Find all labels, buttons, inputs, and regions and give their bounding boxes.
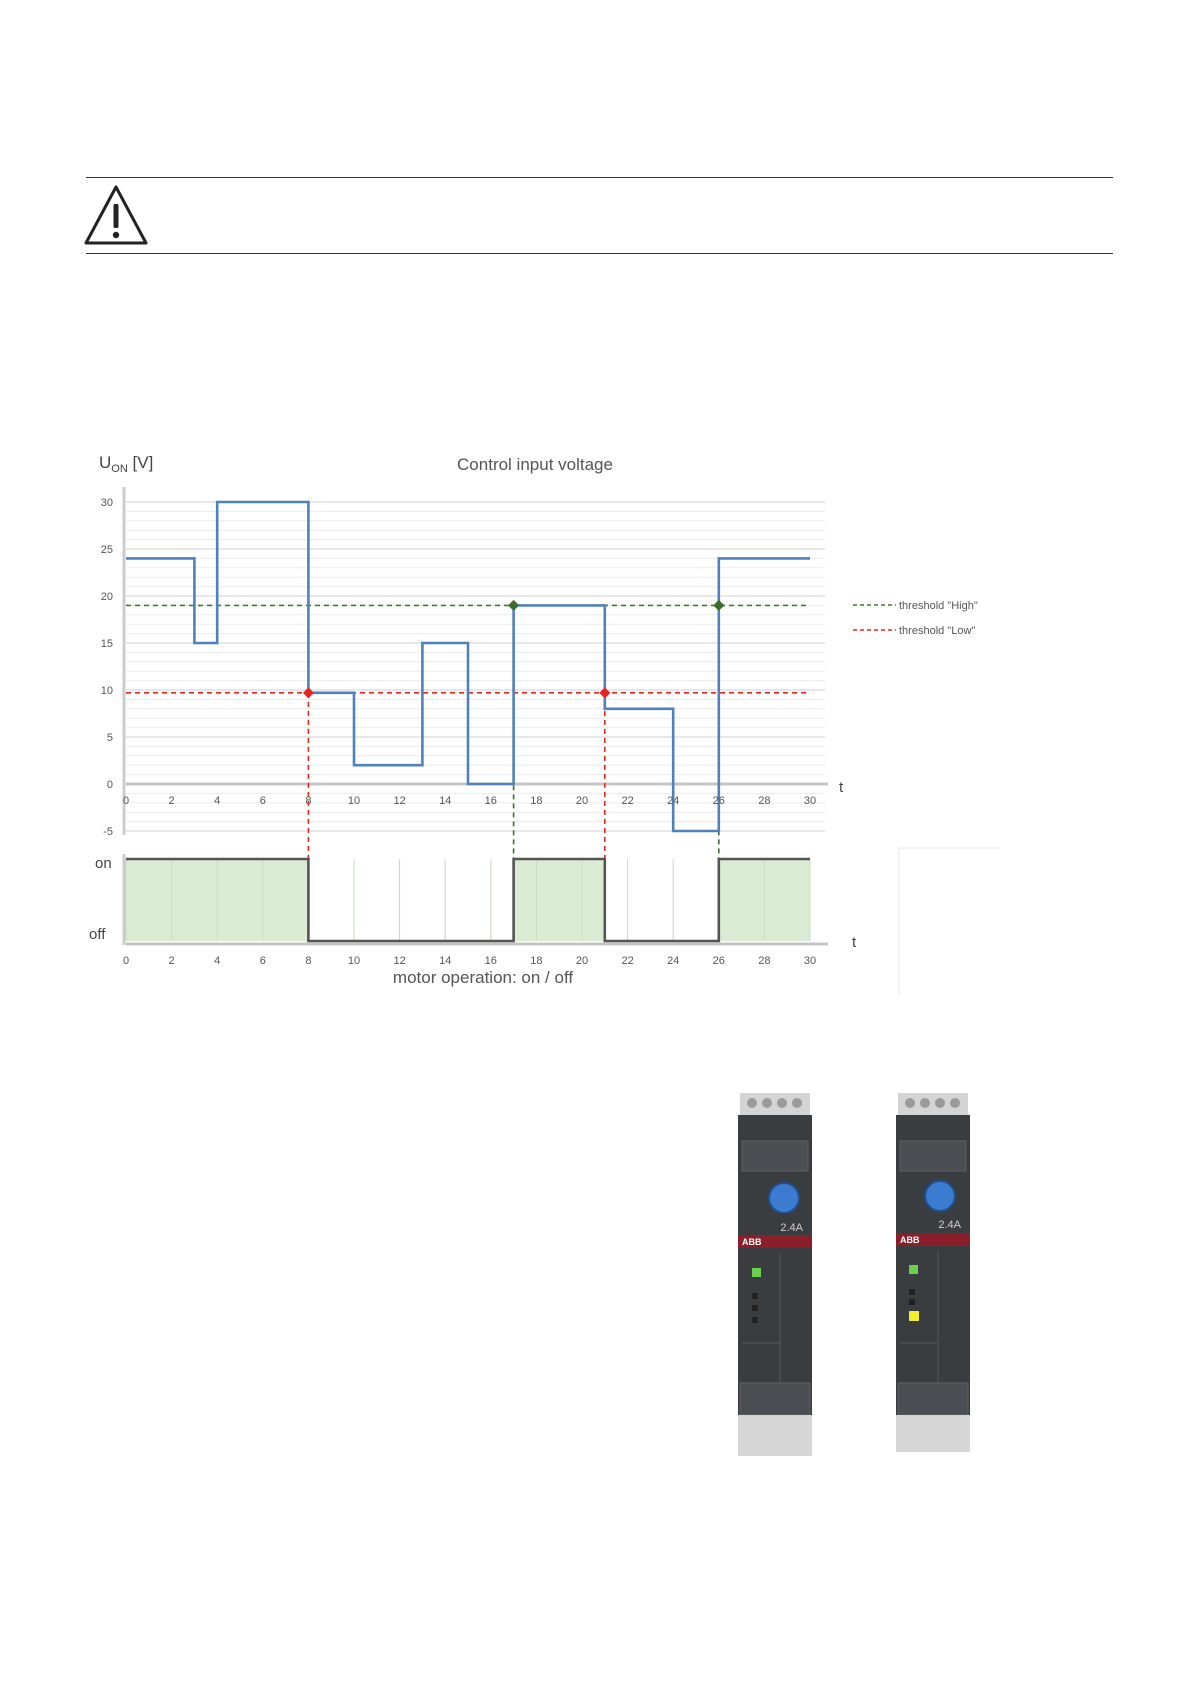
y-tick-label: 30	[100, 497, 113, 509]
led-off	[909, 1299, 915, 1305]
x-tick-label: 22	[621, 795, 634, 807]
x-tick-label: 2	[168, 795, 175, 807]
y-axis-label: $U_{ON}$ [V]	[99, 453, 154, 475]
x-tick-label: 6	[259, 795, 266, 807]
brand-logo: ABB	[900, 1235, 920, 1245]
x-tick-label: 20	[575, 795, 589, 807]
x-tick-label: 12	[393, 795, 406, 807]
x-tick-label: 28	[758, 795, 771, 807]
terminal-screw	[950, 1098, 960, 1108]
motor-x-tick-label: 26	[712, 955, 725, 967]
terminal-screw	[920, 1098, 930, 1108]
terminal-screw	[762, 1098, 772, 1108]
x-tick-label: 14	[439, 795, 452, 807]
led-off	[752, 1293, 758, 1299]
current-setting: 2.4A	[780, 1222, 803, 1234]
motor-x-tick-label: 20	[575, 955, 589, 967]
threshold-marker	[599, 687, 610, 698]
adjustment-dial	[925, 1181, 955, 1211]
x-tick-label: 16	[484, 795, 497, 807]
legend-label: threshold "Low"	[899, 625, 976, 637]
led-yellow	[909, 1311, 919, 1321]
led-off	[752, 1305, 758, 1311]
y-axis-label-unit: [V]	[127, 453, 154, 472]
motor-on-areas	[126, 859, 810, 941]
legend	[853, 600, 978, 637]
threshold-marker	[713, 600, 724, 611]
motor-x-tick-label: 18	[530, 955, 543, 967]
motor-chart-title: motor operation: on / off	[392, 968, 574, 987]
led-off	[752, 1317, 758, 1323]
current-setting: 2.4A	[938, 1219, 961, 1231]
terminal-screw	[935, 1098, 945, 1108]
x-tick-label: 24	[667, 795, 680, 807]
motor-x-tick-label: 12	[393, 955, 406, 967]
x-tick-label: 4	[214, 795, 221, 807]
motor-x-tick-label: 22	[621, 955, 634, 967]
motor-x-tick-label: 0	[122, 955, 130, 967]
y-tick-label: -5	[103, 826, 113, 838]
x-tick-label: 10	[347, 795, 361, 807]
led-green	[909, 1265, 918, 1274]
motor-x-tick-label: 16	[484, 955, 497, 967]
adjustment-dial	[769, 1183, 799, 1213]
led-green	[752, 1268, 761, 1277]
motor-x-axis-label: t	[852, 934, 857, 951]
terminal-screw	[792, 1098, 802, 1108]
y-tick-label: 25	[100, 544, 113, 556]
motor-x-tick-label: 6	[259, 955, 266, 967]
threshold-marker	[508, 600, 519, 611]
led-off	[909, 1289, 915, 1295]
y-tick-label: 5	[106, 732, 113, 744]
motor-x-tick-label: 24	[667, 955, 680, 967]
motor-level-on: on	[95, 855, 112, 872]
motor-x-tick-label: 14	[439, 955, 452, 967]
brand-logo: ABB	[742, 1237, 762, 1247]
y-tick-label: 0	[106, 779, 113, 791]
x-tick-label: 26	[712, 795, 725, 807]
y-tick-label: 15	[100, 638, 113, 650]
x-tick-label: 18	[530, 795, 543, 807]
device-image-2	[896, 1093, 970, 1452]
terminal-screw	[747, 1098, 757, 1108]
motor-x-tick-label: 2	[168, 955, 175, 967]
motor-x-tick-label: 8	[305, 955, 312, 967]
voltage-line	[126, 502, 810, 831]
y-tick-label: 10	[100, 685, 113, 697]
x-tick-label: 8	[305, 795, 312, 807]
y-axis-label-sub: ON	[111, 463, 128, 475]
motor-x-tick-label: 4	[214, 955, 221, 967]
device-image-1	[738, 1093, 812, 1456]
threshold-marker	[303, 687, 314, 698]
terminal-screw	[905, 1098, 915, 1108]
motor-x-tick-label: 28	[758, 955, 771, 967]
motor-x-tick-label: 10	[347, 955, 361, 967]
y-tick-label: 20	[100, 591, 113, 603]
x-tick-label: 30	[803, 795, 817, 807]
legend-label: threshold "High"	[899, 600, 978, 612]
x-tick-label: 0	[122, 795, 130, 807]
motor-on-area	[514, 859, 605, 941]
motor-level-off: off	[89, 926, 106, 943]
motor-x-tick-label: 30	[803, 955, 817, 967]
voltage-x-axis-label: t	[839, 779, 844, 796]
chart-title: Control input voltage	[457, 455, 613, 474]
terminal-screw	[777, 1098, 787, 1108]
